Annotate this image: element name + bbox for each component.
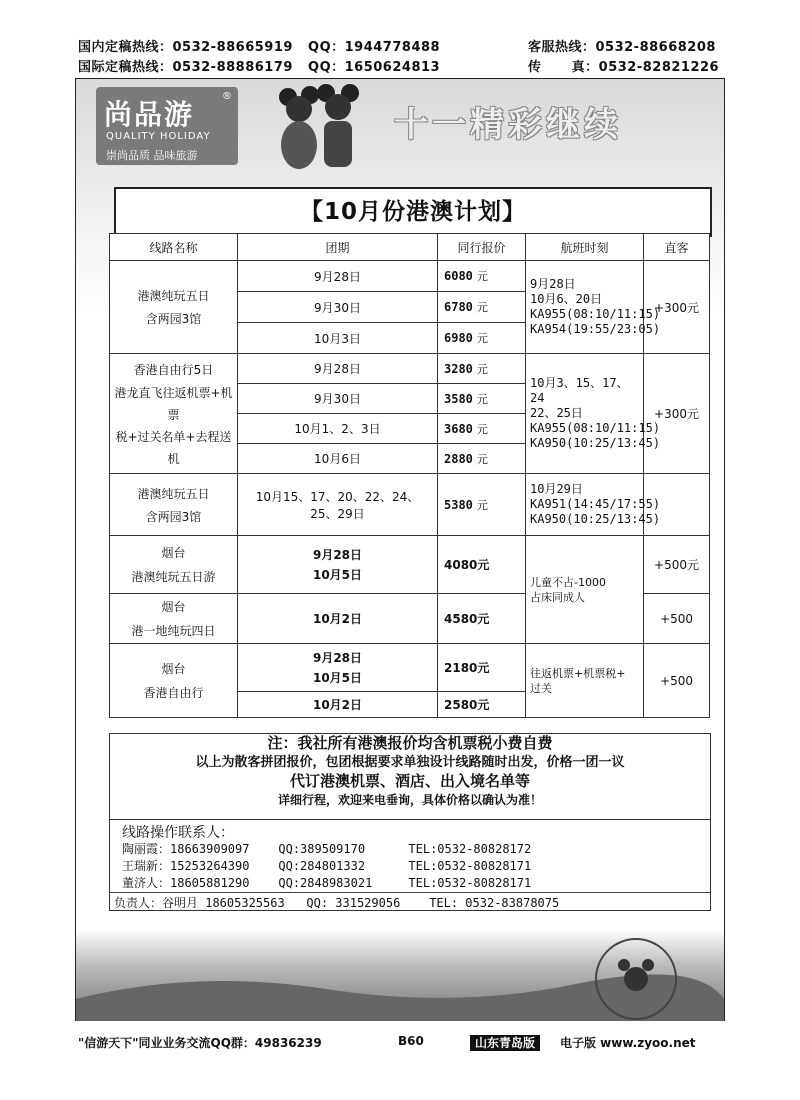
flight-line: 22、25日 [530, 406, 583, 420]
date-cell [238, 474, 438, 536]
slogan-banner: 十一精彩继续 [394, 105, 622, 145]
route-line: 烟台 [161, 599, 186, 614]
page-title: 【10月份港澳计划】 [114, 187, 712, 237]
route-name: 港澳纯玩五日 [137, 289, 210, 303]
price-value: 2880 [444, 451, 473, 466]
route-line: 烟台 [161, 545, 186, 560]
date-cell: 10月2日 [238, 692, 438, 718]
tour-plan-table [109, 233, 710, 718]
price-unit: 元 [476, 498, 488, 512]
route-name: 港澳纯玩五日 [137, 486, 210, 501]
date-cell: 9月30日 [238, 292, 438, 323]
flight-line: KA951(14:45/17:55) [530, 497, 661, 511]
flight-cell [526, 474, 661, 536]
price-value: 6980 [444, 331, 473, 345]
date-cell: 9月30日 [238, 384, 438, 414]
g6-note-cell [526, 644, 644, 718]
route-sub: 含两园3馆 [145, 509, 202, 524]
date-line: 10月15、17、20、22、24、 [255, 489, 420, 504]
registered-mark: ® [222, 91, 232, 102]
flight-cell [526, 261, 661, 354]
route-cell [110, 536, 238, 594]
brand-english: QUALITY HOLIDAY [106, 131, 211, 142]
header-flight: 航班时刻 [526, 234, 644, 261]
date-line: 10月5日 [312, 670, 363, 685]
price-unit: 元 [476, 392, 488, 406]
note-line: 代订港澳机票、酒店、出入境名单等 [289, 772, 530, 790]
fax-line: 传 真：0532-82821226 [528, 60, 720, 75]
flight-line: 10月3、15、17、24 [530, 376, 629, 405]
direct-cell: +500 [644, 644, 710, 718]
price-cell [438, 444, 526, 474]
price-value: 6780 [444, 300, 473, 314]
route-cell [110, 261, 238, 354]
route-line: 香港自由行 [143, 685, 204, 700]
price-cell [438, 292, 526, 323]
price-unit: 元 [476, 452, 488, 466]
flight-line: KA954(19:55/23:05) [530, 322, 661, 336]
flyer-frame [75, 78, 725, 1021]
table-header-row [110, 234, 710, 261]
direct-cell: +300元 [644, 354, 710, 474]
price-cell [438, 414, 526, 444]
date-cell: 10月1、2、3日 [238, 414, 438, 444]
date-cell: 9月28日 [238, 354, 438, 384]
header-route: 线路名称 [110, 234, 238, 261]
route-sub: 税+过关名单+去程送机 [115, 429, 232, 466]
route-name: 香港自由行5日 [133, 362, 214, 377]
domestic-hotline: 国内定稿热线：0532-88665919 QQ：1944778488 [78, 40, 441, 55]
edition-badge [470, 1034, 540, 1051]
brand-tagline: 崇尚品质 品味旅游 [106, 149, 198, 162]
route-cell [110, 644, 238, 718]
price-unit: 元 [476, 422, 488, 436]
date-cell: 10月2日 [238, 594, 438, 644]
direct-cell: +500 [644, 594, 710, 644]
price-value: 3280 [444, 361, 473, 376]
note-line: 过关 [530, 681, 552, 695]
price-unit: 元 [476, 332, 488, 345]
price-cell: 4080元 [438, 536, 526, 594]
date-cell [238, 644, 438, 692]
price-cell: 2580元 [438, 692, 526, 718]
table-row [110, 536, 710, 594]
intl-hotline: 国际定稿热线：0532-88886179 QQ：1650624813 [78, 60, 441, 75]
date-line: 10月5日 [312, 567, 363, 582]
brand-logo [96, 87, 238, 165]
table-row [110, 354, 710, 384]
table-row [110, 261, 710, 292]
price-unit: 元 [476, 301, 488, 314]
price-cell [438, 474, 526, 536]
header-date: 团期 [238, 234, 438, 261]
amusement-park-photo [76, 929, 724, 1021]
leader-row: 负责人：谷明月 18605325563 QQ: 331529056 TEL: 0532-83878075 [114, 896, 560, 910]
route-cell [110, 354, 238, 474]
header-direct: 直客 [644, 234, 710, 261]
flight-line: KA955(08:10/11:15) [530, 421, 661, 435]
flight-line: KA950(10:25/13:45) [530, 512, 661, 526]
route-cell [110, 594, 238, 644]
header-price: 同行报价 [438, 234, 526, 261]
note-line: 详细行程，欢迎来电垂询，具体价格以确认为准！ [277, 793, 542, 807]
date-line: 9月28日 [312, 547, 363, 562]
child-note-cell [526, 536, 644, 644]
direct-cell: +300元 [644, 261, 710, 354]
date-line: 9月28日 [312, 650, 363, 665]
flight-line: 10月29日 [530, 482, 583, 496]
table-row [110, 474, 710, 536]
contact-row: 陶丽霞：18663909097 QQ:389509170 TEL:0532-80828172 [122, 842, 532, 856]
price-value: 3680 [444, 421, 473, 436]
route-cell [110, 474, 238, 536]
notes-block [109, 733, 711, 821]
date-cell: 9月28日 [238, 261, 438, 292]
price-unit: 元 [476, 362, 488, 376]
flight-line: KA950(10:25/13:45) [530, 436, 661, 450]
price-value: 3580 [444, 391, 473, 406]
note-line: 占床同成人 [530, 590, 585, 604]
brand-name: 尚品游 [104, 98, 195, 131]
date-line: 25、29日 [310, 506, 365, 521]
price-cell [438, 323, 526, 354]
route-line: 港澳纯玩五日游 [131, 569, 216, 584]
contact-row: 王瑞新：15253264390 QQ:284801332 TEL:0532-80828171 [122, 859, 532, 873]
date-cell: 10月3日 [238, 323, 438, 354]
contact-row: 董济人：18605881290 QQ:2848983021 TEL:0532-80828171 [122, 876, 532, 890]
route-sub: 港龙直飞往返机票+机票 [114, 385, 233, 422]
edition-badge-label: 山东青岛版 [470, 1035, 540, 1051]
table-row [110, 644, 710, 692]
price-cell [438, 261, 526, 292]
note-line: 注：我社所有港澳报价均含机票税小费自费 [267, 734, 553, 752]
footer-qq-group: "信游天下"同业业务交流QQ群：49836239 [78, 1036, 322, 1050]
flight-line: KA955(08:10/11:15) [530, 307, 661, 321]
route-sub: 含两园3馆 [145, 312, 202, 326]
flight-line: 9月28日 [530, 277, 576, 291]
ferris-wheel-icon [76, 929, 724, 1021]
direct-cell: +500元 [644, 536, 710, 594]
flight-line: 10月6、20日 [530, 292, 603, 306]
note-line: 儿童不占-1000 [530, 575, 606, 589]
footer-website: 电子版 www.zyoo.net [560, 1036, 696, 1050]
contacts-block [109, 819, 711, 911]
contacts-heading: 线路操作联系人： [122, 825, 234, 841]
note-line: 以上为散客拼团报价，包团根据要求单独设计线路随时出发，价格一团一议 [195, 755, 625, 770]
price-value: 5380 [444, 497, 473, 512]
price-cell [438, 354, 526, 384]
price-cell: 4580元 [438, 594, 526, 644]
note-line: 往返机票+机票税+ [530, 666, 626, 680]
price-value: 6080 [444, 269, 473, 283]
price-unit: 元 [476, 270, 488, 283]
flight-cell [526, 354, 661, 474]
date-cell: 10月6日 [238, 444, 438, 474]
date-cell [238, 536, 438, 594]
service-hotline: 客服热线：0532-88668208 [528, 40, 716, 55]
page-number: B60 [398, 1034, 424, 1048]
route-line: 港一地纯玩四日 [131, 623, 216, 638]
route-line: 烟台 [161, 661, 186, 676]
price-cell: 2180元 [438, 644, 526, 692]
mickey-minnie-mascot-icon [266, 83, 366, 173]
price-cell [438, 384, 526, 414]
